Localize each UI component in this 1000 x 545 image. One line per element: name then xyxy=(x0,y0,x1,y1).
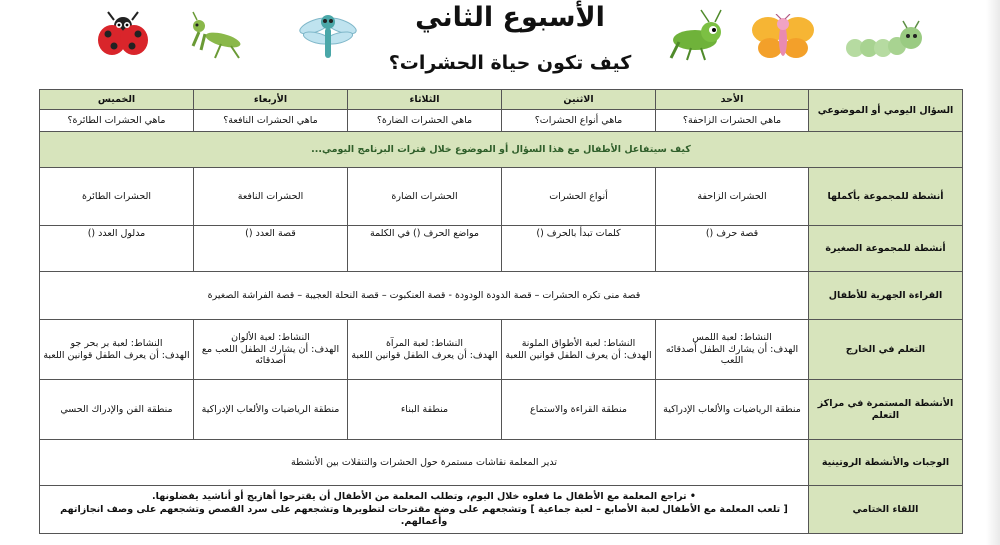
interaction-banner: كيف سيتفاعل الأطفال مع هذا السؤال أو الموضوع خلال فترات البرنامج اليومي... xyxy=(40,132,963,168)
daily-question: ماهي الحشرات الزاحفة؟ xyxy=(656,110,809,132)
whole-group-cell: الحشرات الزاحفة xyxy=(656,168,809,226)
outdoor-goal: الهدف: أن يشارك الطفل اللعب مع أصدقائه xyxy=(201,343,340,367)
row-label: أنشطة للمجموعة الصغيرة xyxy=(809,226,963,272)
outdoor-activity: النشاط: لعبة المرآة xyxy=(385,337,464,349)
page-subtitle: كيف تكون حياة الحشرات؟ xyxy=(388,52,632,74)
center-cell: منطقة القراءة والاستماع xyxy=(502,380,656,440)
day-header: الأحد xyxy=(656,90,809,110)
butterfly-icon xyxy=(748,14,818,62)
outdoor-activity: النشاط: لعبة الأطواق الملونة xyxy=(521,337,636,349)
centers-row xyxy=(40,380,963,440)
closing-text xyxy=(40,486,809,534)
closing-line: • تراجع المعلمة مع الأطفال ما فعلوه خلال اليوم، وتطلب المعلمة من الأطفال أن يقترحوا أهازيج أو أناشيد يفضلونها. xyxy=(152,491,696,503)
mantis-icon xyxy=(185,10,245,62)
page-title: الأسبوع الثاني xyxy=(415,2,605,33)
daily-question: ماهي الحشرات الطائرة؟ xyxy=(40,110,194,132)
interaction-row xyxy=(40,132,963,168)
outdoor-row xyxy=(40,320,963,380)
day-header: الاثنين xyxy=(502,90,656,110)
center-cell: منطقة الرياضيات والألعاب الإدراكية xyxy=(656,380,809,440)
day-header: الخميس xyxy=(40,90,194,110)
center-cell: منطقة البناء xyxy=(348,380,502,440)
outdoor-cell xyxy=(40,320,194,380)
small-group-cell: قصة العدد () xyxy=(194,226,348,272)
daily-question: ماهي الحشرات الضارة؟ xyxy=(348,110,502,132)
whole-group-cell: الحشرات الطائرة xyxy=(40,168,194,226)
small-group-cell: مدلول العدد () xyxy=(40,226,194,272)
row-label: القراءة الجهرية للأطفال xyxy=(809,272,963,320)
corner-header: السؤال اليومي أو الموضوعي xyxy=(809,90,963,132)
dragonfly-icon xyxy=(293,10,363,62)
routines-row xyxy=(40,440,963,486)
daily-question: ماهي الحشرات النافعة؟ xyxy=(194,110,348,132)
closing-row xyxy=(40,486,963,534)
ladybug-icon xyxy=(92,10,154,62)
outdoor-goal: الهدف: أن يشارك الطفل أصدقائه اللعب xyxy=(665,343,799,367)
small-group-cell: كلمات تبدأ بالحرف () xyxy=(502,226,656,272)
whole-group-cell: الحشرات النافعة xyxy=(194,168,348,226)
small-group-row xyxy=(40,226,963,272)
routines-text: تدير المعلمة نقاشات مستمرة حول الحشرات والتنقلات بين الأنشطة xyxy=(40,440,809,486)
row-label: التعلم في الخارج xyxy=(809,320,963,380)
days-header-row xyxy=(40,90,963,110)
outdoor-cell xyxy=(194,320,348,380)
page-edge-shadow xyxy=(986,0,1000,545)
outdoor-goal: الهدف: أن يعرف الطفل قوانين اللعبة xyxy=(505,349,652,361)
day-header: الثلاثاء xyxy=(348,90,502,110)
outdoor-goal: الهدف: أن يعرف الطفل قوانين اللعبة xyxy=(351,349,498,361)
outdoor-cell xyxy=(348,320,502,380)
outdoor-cell xyxy=(502,320,656,380)
daily-question: ماهي أنواع الحشرات؟ xyxy=(502,110,656,132)
row-label: الأنشطة المستمرة في مراكز التعلم xyxy=(809,380,963,440)
small-group-cell: قصة حرف () xyxy=(656,226,809,272)
day-header: الأربعاء xyxy=(194,90,348,110)
row-label: اللقاء الختامي xyxy=(809,486,963,534)
read-aloud-row xyxy=(40,272,963,320)
caterpillar-icon xyxy=(845,20,925,62)
weekly-plan-table xyxy=(39,89,963,534)
whole-group-cell: الحشرات الضارة xyxy=(348,168,502,226)
row-label: أنشطة للمجموعة بأكملها xyxy=(809,168,963,226)
outdoor-activity: النشاط: لعبة اللمس xyxy=(692,331,772,343)
center-cell: منطقة الفن والإدراك الحسي xyxy=(40,380,194,440)
outdoor-activity: النشاط: لعبة بر بحر جو xyxy=(70,337,163,349)
center-cell: منطقة الرياضيات والألعاب الإدراكية xyxy=(194,380,348,440)
row-label: الوجبات والأنشطة الروتينية xyxy=(809,440,963,486)
outdoor-cell xyxy=(656,320,809,380)
grasshopper-icon xyxy=(665,8,727,64)
outdoor-activity: النشاط: لعبة الألوان xyxy=(231,331,310,343)
whole-group-cell: أنواع الحشرات xyxy=(502,168,656,226)
small-group-cell: مواضع الحرف () في الكلمة xyxy=(348,226,502,272)
outdoor-goal: الهدف: أن يعرف الطفل قوانين اللعبة xyxy=(43,349,190,361)
whole-group-row xyxy=(40,168,963,226)
read-aloud-text: قصة منى تكره الحشرات – قصة الدودة الودودة - قصة العنكبوت – قصة النحلة العجيبة – قصة الفراشة الصغيرة xyxy=(40,272,809,320)
closing-line: [ تلعب المعلمة مع الأطفال لعبة الأصابع – لعبة جماعية ] وتشجعهم على وضع مقترحات لتطويرها وتشجعهم على سرد القصص وتشجعهم على وصف انجازاتهم وأعمالهم. xyxy=(60,504,788,527)
